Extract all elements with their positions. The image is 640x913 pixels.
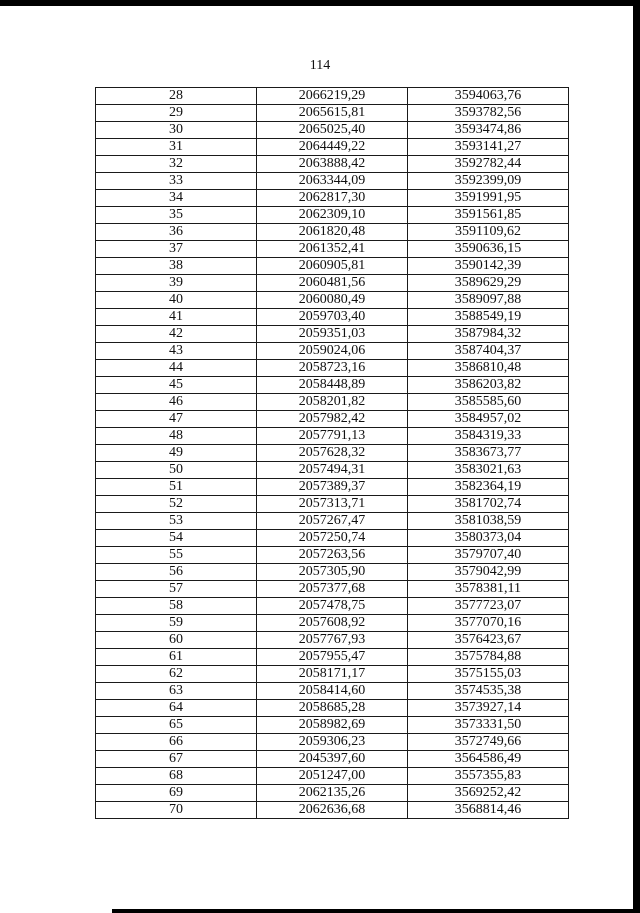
table-row [96, 411, 569, 428]
point-number-cell: 33 [96, 173, 257, 190]
y-coordinate-cell: 3591561,85 [408, 207, 569, 224]
table-row [96, 479, 569, 496]
x-coordinate-cell: 2060080,49 [257, 292, 408, 309]
table-row [96, 156, 569, 173]
point-number-cell: 51 [96, 479, 257, 496]
point-number-cell: 62 [96, 666, 257, 683]
y-coordinate-cell: 3593474,86 [408, 122, 569, 139]
table-row [96, 581, 569, 598]
point-number-cell: 43 [96, 343, 257, 360]
table-row [96, 751, 569, 768]
y-coordinate-cell: 3584957,02 [408, 411, 569, 428]
y-coordinate-cell: 3587404,37 [408, 343, 569, 360]
point-number-cell: 48 [96, 428, 257, 445]
point-number-cell: 44 [96, 360, 257, 377]
table-row [96, 615, 569, 632]
table-row [96, 292, 569, 309]
x-coordinate-cell: 2064449,22 [257, 139, 408, 156]
x-coordinate-cell: 2058448,89 [257, 377, 408, 394]
table-row [96, 241, 569, 258]
x-coordinate-cell: 2057250,74 [257, 530, 408, 547]
point-number-cell: 58 [96, 598, 257, 615]
y-coordinate-cell: 3557355,83 [408, 768, 569, 785]
y-coordinate-cell: 3584319,33 [408, 428, 569, 445]
table-row [96, 377, 569, 394]
point-number-cell: 56 [96, 564, 257, 581]
point-number-cell: 40 [96, 292, 257, 309]
y-coordinate-cell: 3573331,50 [408, 717, 569, 734]
x-coordinate-cell: 2062309,10 [257, 207, 408, 224]
table-row [96, 632, 569, 649]
x-coordinate-cell: 2057267,47 [257, 513, 408, 530]
y-coordinate-cell: 3579042,99 [408, 564, 569, 581]
point-number-cell: 29 [96, 105, 257, 122]
table-row [96, 258, 569, 275]
table-row [96, 700, 569, 717]
y-coordinate-cell: 3577070,16 [408, 615, 569, 632]
y-coordinate-cell: 3572749,66 [408, 734, 569, 751]
y-coordinate-cell: 3586810,48 [408, 360, 569, 377]
table-row [96, 734, 569, 751]
x-coordinate-cell: 2059306,23 [257, 734, 408, 751]
table-row [96, 802, 569, 819]
table-row [96, 173, 569, 190]
point-number-cell: 28 [96, 88, 257, 105]
x-coordinate-cell: 2057313,71 [257, 496, 408, 513]
x-coordinate-cell: 2060905,81 [257, 258, 408, 275]
y-coordinate-cell: 3589629,29 [408, 275, 569, 292]
x-coordinate-cell: 2058201,82 [257, 394, 408, 411]
point-number-cell: 64 [96, 700, 257, 717]
y-coordinate-cell: 3592399,09 [408, 173, 569, 190]
y-coordinate-cell: 3564586,49 [408, 751, 569, 768]
point-number-cell: 55 [96, 547, 257, 564]
x-coordinate-cell: 2045397,60 [257, 751, 408, 768]
table-row [96, 462, 569, 479]
y-coordinate-cell: 3568814,46 [408, 802, 569, 819]
table-row [96, 683, 569, 700]
point-number-cell: 50 [96, 462, 257, 479]
table-row [96, 496, 569, 513]
y-coordinate-cell: 3581702,74 [408, 496, 569, 513]
scan-edge-top [0, 0, 640, 6]
y-coordinate-cell: 3587984,32 [408, 326, 569, 343]
y-coordinate-cell: 3590142,39 [408, 258, 569, 275]
table-row [96, 360, 569, 377]
point-number-cell: 37 [96, 241, 257, 258]
x-coordinate-cell: 2057377,68 [257, 581, 408, 598]
y-coordinate-cell: 3582364,19 [408, 479, 569, 496]
x-coordinate-cell: 2063344,09 [257, 173, 408, 190]
table-row [96, 88, 569, 105]
x-coordinate-cell: 2057494,31 [257, 462, 408, 479]
y-coordinate-cell: 3573927,14 [408, 700, 569, 717]
x-coordinate-cell: 2059703,40 [257, 309, 408, 326]
y-coordinate-cell: 3588549,19 [408, 309, 569, 326]
y-coordinate-cell: 3591991,95 [408, 190, 569, 207]
x-coordinate-cell: 2058171,17 [257, 666, 408, 683]
x-coordinate-cell: 2063888,42 [257, 156, 408, 173]
table-row [96, 343, 569, 360]
point-number-cell: 59 [96, 615, 257, 632]
x-coordinate-cell: 2057608,92 [257, 615, 408, 632]
point-number-cell: 30 [96, 122, 257, 139]
x-coordinate-cell: 2057628,32 [257, 445, 408, 462]
coordinates-table [95, 87, 569, 819]
point-number-cell: 63 [96, 683, 257, 700]
y-coordinate-cell: 3585585,60 [408, 394, 569, 411]
table-row [96, 122, 569, 139]
y-coordinate-cell: 3577723,07 [408, 598, 569, 615]
table-row [96, 275, 569, 292]
y-coordinate-cell: 3586203,82 [408, 377, 569, 394]
table-row [96, 564, 569, 581]
x-coordinate-cell: 2058723,16 [257, 360, 408, 377]
table-row [96, 428, 569, 445]
table-row [96, 530, 569, 547]
point-number-cell: 34 [96, 190, 257, 207]
table-row [96, 326, 569, 343]
table-row [96, 768, 569, 785]
table-row [96, 394, 569, 411]
point-number-cell: 69 [96, 785, 257, 802]
x-coordinate-cell: 2057791,13 [257, 428, 408, 445]
y-coordinate-cell: 3591109,62 [408, 224, 569, 241]
y-coordinate-cell: 3583021,63 [408, 462, 569, 479]
table-row [96, 309, 569, 326]
point-number-cell: 70 [96, 802, 257, 819]
table-row [96, 445, 569, 462]
x-coordinate-cell: 2061352,41 [257, 241, 408, 258]
x-coordinate-cell: 2057982,42 [257, 411, 408, 428]
x-coordinate-cell: 2057305,90 [257, 564, 408, 581]
y-coordinate-cell: 3575784,88 [408, 649, 569, 666]
x-coordinate-cell: 2058685,28 [257, 700, 408, 717]
y-coordinate-cell: 3583673,77 [408, 445, 569, 462]
table-row [96, 190, 569, 207]
x-coordinate-cell: 2057263,56 [257, 547, 408, 564]
table-row [96, 547, 569, 564]
scan-edge-right [633, 0, 640, 913]
point-number-cell: 35 [96, 207, 257, 224]
table-row [96, 717, 569, 734]
point-number-cell: 67 [96, 751, 257, 768]
point-number-cell: 61 [96, 649, 257, 666]
y-coordinate-cell: 3578381,11 [408, 581, 569, 598]
y-coordinate-cell: 3580373,04 [408, 530, 569, 547]
point-number-cell: 31 [96, 139, 257, 156]
y-coordinate-cell: 3576423,67 [408, 632, 569, 649]
y-coordinate-cell: 3594063,76 [408, 88, 569, 105]
point-number-cell: 57 [96, 581, 257, 598]
table-row [96, 224, 569, 241]
x-coordinate-cell: 2062817,30 [257, 190, 408, 207]
x-coordinate-cell: 2059024,06 [257, 343, 408, 360]
y-coordinate-cell: 3593782,56 [408, 105, 569, 122]
point-number-cell: 45 [96, 377, 257, 394]
x-coordinate-cell: 2051247,00 [257, 768, 408, 785]
point-number-cell: 38 [96, 258, 257, 275]
point-number-cell: 52 [96, 496, 257, 513]
x-coordinate-cell: 2065025,40 [257, 122, 408, 139]
y-coordinate-cell: 3575155,03 [408, 666, 569, 683]
point-number-cell: 47 [96, 411, 257, 428]
x-coordinate-cell: 2062135,26 [257, 785, 408, 802]
x-coordinate-cell: 2060481,56 [257, 275, 408, 292]
table-row [96, 785, 569, 802]
x-coordinate-cell: 2065615,81 [257, 105, 408, 122]
x-coordinate-cell: 2057767,93 [257, 632, 408, 649]
table-row [96, 207, 569, 224]
table-row [96, 598, 569, 615]
point-number-cell: 54 [96, 530, 257, 547]
table-row [96, 139, 569, 156]
point-number-cell: 68 [96, 768, 257, 785]
y-coordinate-cell: 3593141,27 [408, 139, 569, 156]
y-coordinate-cell: 3569252,42 [408, 785, 569, 802]
x-coordinate-cell: 2061820,48 [257, 224, 408, 241]
table-row [96, 666, 569, 683]
y-coordinate-cell: 3574535,38 [408, 683, 569, 700]
point-number-cell: 41 [96, 309, 257, 326]
y-coordinate-cell: 3589097,88 [408, 292, 569, 309]
point-number-cell: 65 [96, 717, 257, 734]
point-number-cell: 53 [96, 513, 257, 530]
y-coordinate-cell: 3581038,59 [408, 513, 569, 530]
point-number-cell: 42 [96, 326, 257, 343]
page-number: 114 [309, 58, 331, 73]
x-coordinate-cell: 2057955,47 [257, 649, 408, 666]
scan-edge-bottom [112, 909, 640, 913]
point-number-cell: 36 [96, 224, 257, 241]
x-coordinate-cell: 2059351,03 [257, 326, 408, 343]
point-number-cell: 49 [96, 445, 257, 462]
table-body [96, 88, 569, 819]
y-coordinate-cell: 3590636,15 [408, 241, 569, 258]
x-coordinate-cell: 2057389,37 [257, 479, 408, 496]
point-number-cell: 60 [96, 632, 257, 649]
point-number-cell: 39 [96, 275, 257, 292]
x-coordinate-cell: 2058414,60 [257, 683, 408, 700]
table-row [96, 513, 569, 530]
table-row [96, 105, 569, 122]
y-coordinate-cell: 3579707,40 [408, 547, 569, 564]
table-row [96, 649, 569, 666]
point-number-cell: 46 [96, 394, 257, 411]
point-number-cell: 32 [96, 156, 257, 173]
x-coordinate-cell: 2066219,29 [257, 88, 408, 105]
x-coordinate-cell: 2058982,69 [257, 717, 408, 734]
x-coordinate-cell: 2062636,68 [257, 802, 408, 819]
point-number-cell: 66 [96, 734, 257, 751]
x-coordinate-cell: 2057478,75 [257, 598, 408, 615]
y-coordinate-cell: 3592782,44 [408, 156, 569, 173]
